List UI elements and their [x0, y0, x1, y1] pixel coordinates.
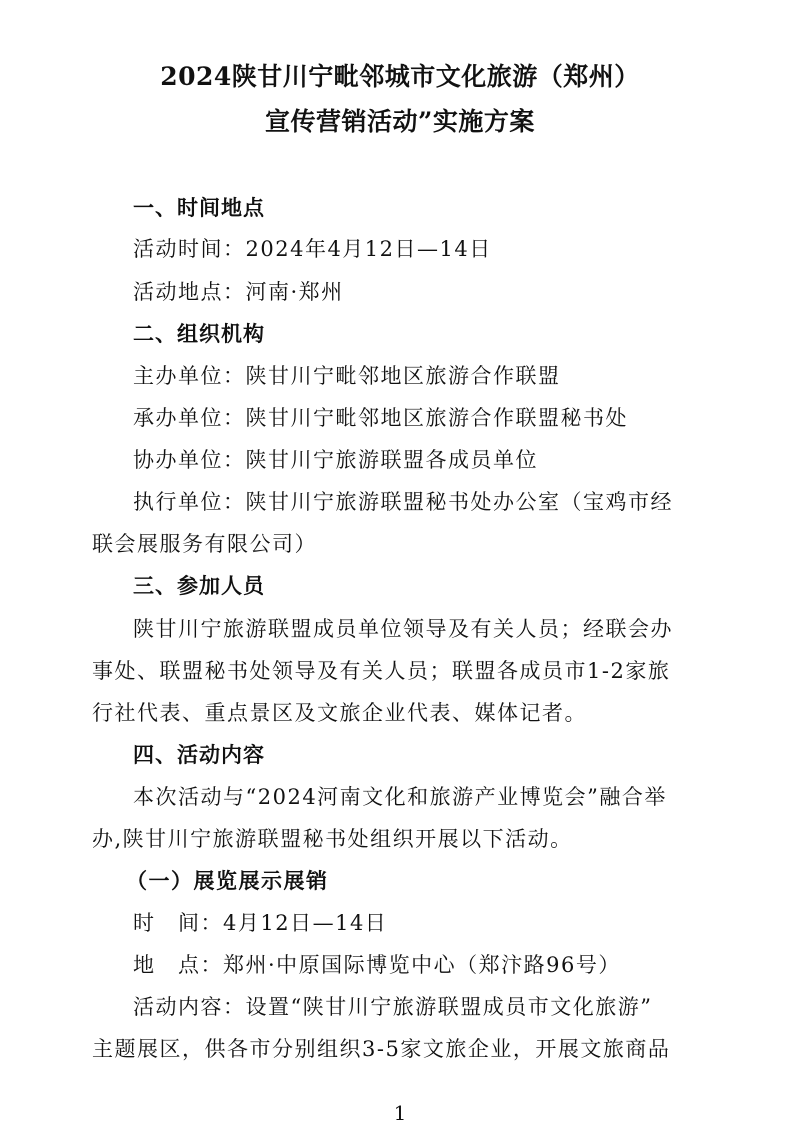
page-number: 1 — [393, 1101, 407, 1125]
document-title-line-2: 宣传营销活动”实施方案 — [265, 107, 535, 136]
activity-place: 活动地点：河南·郑州 — [133, 280, 344, 304]
document-title-line-1: 2024陕甘川宁毗邻城市文化旅游（郑州） — [160, 62, 640, 91]
executor-unit-line-1: 执行单位：陕甘川宁旅游联盟秘书处办公室（宝鸡市经 — [133, 490, 673, 514]
host-unit: 主办单位：陕甘川宁毗邻地区旅游合作联盟 — [133, 364, 561, 388]
participants-line-1: 陕甘川宁旅游联盟成员单位领导及有关人员；经联会办 — [133, 617, 673, 641]
exhibition-content-line-2: 主题展区，供各市分别组织3-5家文旅企业，开展文旅商品 — [92, 1037, 671, 1061]
subsection-heading-exhibition: （一）展览展示展销 — [126, 868, 329, 893]
co-organizer-unit: 协办单位：陕甘川宁旅游联盟各成员单位 — [133, 448, 538, 472]
executor-unit-line-2: 联会展服务有限公司） — [92, 532, 317, 556]
participants-line-3: 行社代表、重点景区及文旅企业代表、媒体记者。 — [92, 701, 587, 725]
exhibition-content-line-1: 活动内容：设置“陕甘川宁旅游联盟成员市文化旅游” — [133, 995, 653, 1019]
section-heading-organization: 二、组织机构 — [133, 322, 265, 346]
exhibition-place: 地 点：郑州·中原国际博览中心（郑汴路96号） — [133, 953, 621, 977]
section-heading-participants: 三、参加人员 — [133, 574, 265, 598]
participants-line-2: 事处、联盟秘书处领导及有关人员；联盟各成员市1-2家旅 — [92, 659, 671, 683]
section-heading-content: 四、活动内容 — [133, 743, 265, 767]
section-heading-time-place: 一、时间地点 — [133, 196, 265, 220]
content-line-2: 办,陕甘川宁旅游联盟秘书处组织开展以下活动。 — [92, 827, 573, 851]
organizer-unit: 承办单位：陕甘川宁毗邻地区旅游合作联盟秘书处 — [133, 406, 628, 430]
activity-time: 活动时间：2024年4月12日—14日 — [133, 237, 492, 261]
content-line-1: 本次活动与“2024河南文化和旅游产业博览会”融合举 — [133, 785, 667, 809]
exhibition-time: 时 间：4月12日—14日 — [133, 911, 388, 935]
